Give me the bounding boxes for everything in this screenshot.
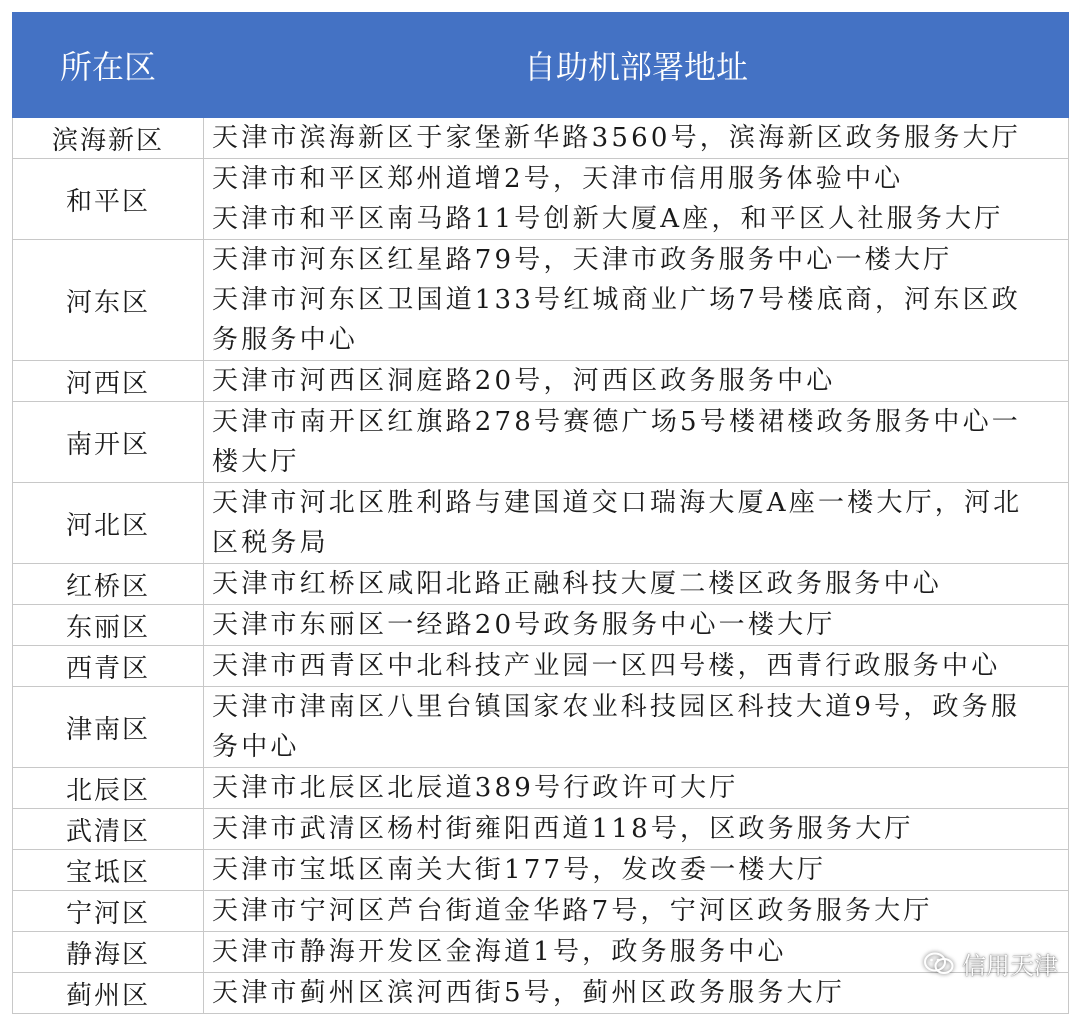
address-line: 天津市宝坻区南关大街177号，发改委一楼大厅 <box>212 855 827 885</box>
district-cell: 红桥区 <box>13 564 204 605</box>
table-row <box>13 646 1069 687</box>
district-cell: 北辰区 <box>13 768 204 809</box>
address-cell <box>204 646 1069 687</box>
address-line: 天津市河东区红星路79号，天津市政务服务中心一楼大厅 <box>212 245 953 275</box>
district-cell: 宁河区 <box>13 891 204 932</box>
table-row <box>13 687 1069 768</box>
kiosk-address-table <box>12 12 1069 1014</box>
address-cell <box>204 768 1069 809</box>
district-cell: 宝坻区 <box>13 850 204 891</box>
address-cell <box>204 850 1069 891</box>
address-cell <box>204 891 1069 932</box>
district-cell: 河西区 <box>13 361 204 402</box>
table-row <box>13 483 1069 564</box>
table-row <box>13 768 1069 809</box>
district-cell: 武清区 <box>13 809 204 850</box>
address-line: 天津市南开区红旗路278号赛德广场5号楼裙楼政务服务中心一 <box>212 407 1021 437</box>
address-cell <box>204 687 1069 768</box>
address-cell <box>204 605 1069 646</box>
district-cell: 东丽区 <box>13 605 204 646</box>
district-cell: 蓟州区 <box>13 973 204 1014</box>
address-cell <box>204 809 1069 850</box>
header-district: 所在区 <box>13 13 204 118</box>
table-header-row <box>13 13 1069 118</box>
address-line: 天津市和平区郑州道增2号，天津市信用服务体验中心 <box>212 164 904 194</box>
address-line: 务服务中心 <box>212 325 359 355</box>
address-line: 天津市蓟州区滨河西街5号，蓟州区政务服务大厅 <box>212 978 845 1008</box>
address-line: 天津市津南区八里台镇国家农业科技园区科技大道9号，政务服 <box>212 692 1021 722</box>
wechat-icon <box>924 952 954 976</box>
header-address: 自助机部署地址 <box>204 13 1069 118</box>
address-line: 区税务局 <box>212 528 329 558</box>
address-line: 天津市武清区杨村街雍阳西道118号，区政务服务大厅 <box>212 814 914 844</box>
address-cell <box>204 564 1069 605</box>
address-cell <box>204 402 1069 483</box>
address-line: 天津市北辰区北辰道389号行政许可大厅 <box>212 773 739 803</box>
address-line: 天津市河西区洞庭路20号，河西区政务服务中心 <box>212 366 836 396</box>
table-row <box>13 402 1069 483</box>
district-cell: 河北区 <box>13 483 204 564</box>
table-row <box>13 118 1069 159</box>
district-cell: 津南区 <box>13 687 204 768</box>
watermark <box>924 946 1058 981</box>
address-line: 楼大厅 <box>212 447 300 477</box>
table-row <box>13 891 1069 932</box>
table-row <box>13 159 1069 240</box>
address-line: 天津市宁河区芦台街道金华路7号，宁河区政务服务大厅 <box>212 896 933 926</box>
district-cell: 静海区 <box>13 932 204 973</box>
table-row <box>13 932 1069 973</box>
address-cell <box>204 118 1069 159</box>
district-cell: 河东区 <box>13 240 204 361</box>
address-line: 天津市红桥区咸阳北路正融科技大厦二楼区政务服务中心 <box>212 569 943 599</box>
address-line: 天津市静海开发区金海道1号，政务服务中心 <box>212 937 787 967</box>
district-cell: 和平区 <box>13 159 204 240</box>
address-cell <box>204 483 1069 564</box>
table-row <box>13 564 1069 605</box>
table-row <box>13 361 1069 402</box>
table-row <box>13 850 1069 891</box>
address-line: 天津市西青区中北科技产业园一区四号楼，西青行政服务中心 <box>212 651 1001 681</box>
district-cell: 南开区 <box>13 402 204 483</box>
address-line: 天津市滨海新区于家堡新华路3560号，滨海新区政务服务大厅 <box>212 123 1021 153</box>
address-line: 天津市河东区卫国道133号红城商业广场7号楼底商，河东区政 <box>212 285 1021 315</box>
district-cell: 滨海新区 <box>13 118 204 159</box>
table-row <box>13 240 1069 361</box>
address-line: 天津市东丽区一经路20号政务服务中心一楼大厅 <box>212 610 836 640</box>
address-cell <box>204 159 1069 240</box>
address-cell <box>204 240 1069 361</box>
address-line: 天津市和平区南马路11号创新大厦A座，和平区人社服务大厅 <box>212 204 1004 234</box>
watermark-text: 信用天津 <box>962 952 1058 980</box>
table-row <box>13 973 1069 1014</box>
address-cell <box>204 361 1069 402</box>
table-row <box>13 809 1069 850</box>
table-row <box>13 605 1069 646</box>
district-cell: 西青区 <box>13 646 204 687</box>
address-line: 天津市河北区胜利路与建国道交口瑞海大厦A座一楼大厅，河北 <box>212 488 1023 518</box>
address-line: 务中心 <box>212 732 300 762</box>
address-table-container <box>12 12 1068 1014</box>
